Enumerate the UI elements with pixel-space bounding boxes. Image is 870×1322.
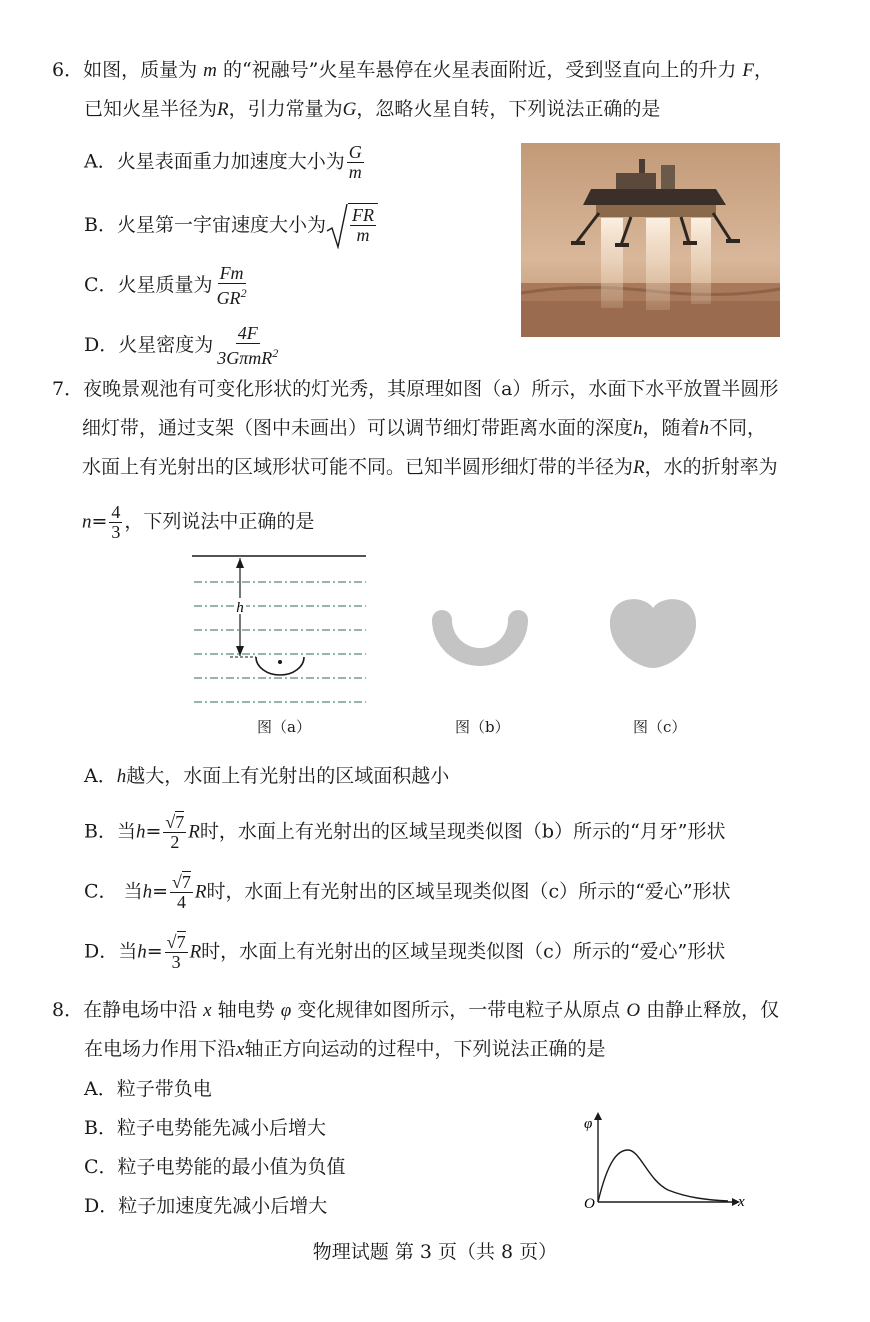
q8-text: 在电场力作用下沿 xyxy=(84,1038,237,1060)
option-text: 火星密度为 xyxy=(118,334,214,356)
q6-text: 已知火星半径为 xyxy=(84,98,218,120)
equals-sign: = xyxy=(91,510,108,533)
radicand: 7 xyxy=(176,932,186,952)
numerator: 4 xyxy=(111,502,121,522)
potential-curve xyxy=(598,1150,728,1202)
depth-h-label: h xyxy=(236,600,244,616)
q7-text: 细灯带，通过支架（图中未画出）可以调节细灯带距离水面的深度 xyxy=(82,417,634,439)
q6-text: 如图，质量为 xyxy=(83,59,198,81)
y-axis-arrow-icon xyxy=(594,1112,602,1120)
numerator: FR xyxy=(351,205,374,225)
q7-option-a xyxy=(84,762,449,791)
q6-stem-line1 xyxy=(52,56,773,85)
option-label: C． xyxy=(84,880,118,903)
option-text: 粒子加速度先减小后增大 xyxy=(118,1195,328,1217)
option-label: A． xyxy=(84,150,117,173)
figure-c-caption: 图（c） xyxy=(633,718,687,736)
q8-text: 由静止释放，仅 xyxy=(646,999,780,1021)
option-label: C． xyxy=(84,274,118,296)
q8-text: 在静电场中沿 xyxy=(83,999,198,1021)
q6-option-a xyxy=(84,143,366,182)
denominator: m xyxy=(356,225,370,245)
q7-stem-line1 xyxy=(52,375,778,403)
q7-text: ，随着 xyxy=(642,417,700,439)
q6-var-F: F xyxy=(742,60,755,81)
q7-var-R: R xyxy=(194,881,207,903)
q8-stem-line2 xyxy=(84,1035,605,1064)
q7-var-R: R xyxy=(633,457,645,478)
denominator: 2 xyxy=(170,832,180,852)
q8-text: 轴正方向运动的过程中，下列说法正确的是 xyxy=(244,1038,606,1060)
numerator: Fm xyxy=(219,263,244,283)
equals-sign: = xyxy=(146,940,163,963)
option-text: 越大，水面上有光射出的区域面积越小 xyxy=(126,765,450,787)
option-label: C． xyxy=(84,1156,118,1178)
q6-text: ，忽略火星自转，下列说法正确的是 xyxy=(356,98,661,120)
denominator-text: GR xyxy=(216,288,241,308)
q6-number: 6． xyxy=(52,59,84,81)
option-text: 火星质量为 xyxy=(117,274,213,296)
figure-c-heart xyxy=(608,596,698,670)
q7-var-h: h xyxy=(699,418,710,439)
q8-stem-line1 xyxy=(52,996,779,1025)
q7-var-h: h xyxy=(137,941,147,963)
q6-var-G: G xyxy=(342,99,357,120)
q7-stem-line2 xyxy=(82,414,766,443)
x-axis-label: x xyxy=(738,1194,745,1210)
denominator: 3 xyxy=(111,522,121,542)
option-text: 火星第一宇宙速度大小为 xyxy=(116,214,326,236)
q8-var-x: x xyxy=(203,1000,212,1021)
semicircle-light-strip xyxy=(256,657,304,675)
q7-option-d xyxy=(84,933,725,972)
option-text: 当 xyxy=(118,940,138,963)
q7-stem-line4 xyxy=(82,503,314,542)
q8-text: 变化规律如图所示，一带电粒子从原点 xyxy=(297,999,621,1021)
water-dash-lines xyxy=(194,582,366,702)
numerator: 4F xyxy=(237,323,258,343)
equals-sign: = xyxy=(152,880,169,903)
q7-option-c xyxy=(84,873,731,912)
q7-var-h: h xyxy=(633,418,643,439)
exponent: 2 xyxy=(240,286,247,300)
q7-option-b xyxy=(84,813,726,852)
q7-text: ，下列说法中正确的是 xyxy=(124,510,315,533)
fraction xyxy=(350,206,376,245)
q7-text: 不同， xyxy=(709,417,767,439)
q6-option-c xyxy=(84,264,251,308)
denominator-text: 3GπmR xyxy=(217,348,273,368)
q8-text: 轴电势 xyxy=(217,999,275,1021)
sqrt-symbol-icon: √ xyxy=(165,812,176,832)
fraction xyxy=(215,264,249,308)
option-label: D． xyxy=(84,940,119,963)
option-label: B． xyxy=(84,820,117,843)
q7-var-h: h xyxy=(135,821,146,843)
arrow-up-icon xyxy=(236,558,244,568)
denominator: m xyxy=(348,162,362,182)
sqrt xyxy=(326,203,378,249)
sqrt-symbol-icon: √ xyxy=(166,932,177,952)
option-label: A． xyxy=(84,1078,117,1100)
option-text: 时，水面上有光射出的区域呈现类似图（c）所示的“爱心”形状 xyxy=(206,880,731,903)
figure-a-caption: 图（a） xyxy=(257,718,311,736)
radicand: 7 xyxy=(181,872,191,892)
option-text: 粒子带负电 xyxy=(116,1078,212,1100)
q6-text: 的“祝融号”火星车悬停在火星表面附近，受到竖直向上的升力 xyxy=(222,59,737,81)
denominator xyxy=(215,284,249,308)
option-label: D． xyxy=(84,334,119,356)
q8-option-d xyxy=(84,1192,327,1220)
q8-var-phi: φ xyxy=(280,1000,292,1021)
option-text: 粒子电势能先减小后增大 xyxy=(116,1117,326,1139)
option-text: 时，水面上有光射出的区域呈现类似图（b）所示的“月牙”形状 xyxy=(199,820,726,843)
numerator xyxy=(163,813,186,833)
figure-b-caption: 图（b） xyxy=(455,718,510,736)
figure-a-diagram xyxy=(190,550,370,710)
denominator xyxy=(215,344,280,368)
fraction xyxy=(165,933,188,972)
numerator xyxy=(170,873,193,893)
radical-sign-icon xyxy=(326,203,348,249)
q7-var-h: h xyxy=(116,766,127,787)
q6-var-m: m xyxy=(203,60,217,81)
page-footer: 物理试题 第 3 页（共 8 页） xyxy=(312,1241,558,1263)
center-dot xyxy=(278,660,282,664)
q7-text: 夜晚景观池有可变化形状的灯光秀，其原理如图（a）所示，水面下水平放置半圆形 xyxy=(83,378,779,400)
option-text: 当 xyxy=(116,820,136,843)
option-text: 粒子电势能的最小值为负值 xyxy=(117,1156,346,1178)
q7-var-n: n xyxy=(82,511,92,533)
q6-stem-line2 xyxy=(84,95,660,124)
radicand: 7 xyxy=(175,812,185,832)
mars-lander-photo xyxy=(521,143,780,337)
q6-text: ，引力常量为 xyxy=(228,98,343,120)
denominator: 4 xyxy=(176,892,186,912)
q8-var-O: O xyxy=(626,1000,641,1021)
q6-option-b xyxy=(84,203,378,249)
q8-number: 8． xyxy=(52,999,84,1021)
numerator: G xyxy=(348,142,362,162)
q7-var-R: R xyxy=(188,821,200,843)
option-text: 时，水面上有光射出的区域呈现类似图（c）所示的“爱心”形状 xyxy=(201,940,726,963)
q7-text: ，水的折射率为 xyxy=(644,456,778,478)
sqrt-symbol-icon: √ xyxy=(172,872,182,892)
q7-text: 水面上有光射出的区域形状可能不同。已知半圆形细灯带的半径为 xyxy=(82,456,634,478)
fraction xyxy=(170,873,193,912)
q6-text: ， xyxy=(754,59,774,81)
fraction xyxy=(109,503,122,542)
option-text: 火星表面重力加速度大小为 xyxy=(116,150,345,173)
q7-number: 7． xyxy=(52,378,84,400)
q8-var-x: x xyxy=(236,1039,245,1060)
q6-var-R: R xyxy=(217,99,229,120)
fraction xyxy=(215,324,280,368)
q8-option-a xyxy=(84,1075,212,1103)
q8-option-c xyxy=(84,1153,346,1181)
denominator: 3 xyxy=(171,952,181,972)
option-label: A． xyxy=(84,765,117,787)
numerator xyxy=(165,933,188,953)
q7-var-h: h xyxy=(142,881,153,903)
option-label: B． xyxy=(84,214,117,236)
option-label: D． xyxy=(84,1195,119,1217)
fraction xyxy=(347,143,364,182)
origin-label: O xyxy=(584,1196,595,1212)
q7-stem-line3 xyxy=(82,453,778,482)
potential-graph xyxy=(578,1110,754,1214)
option-label: B． xyxy=(84,1117,117,1139)
phi-axis-label: φ xyxy=(584,1116,593,1132)
q7-var-R: R xyxy=(189,941,202,963)
exponent: 2 xyxy=(272,346,279,360)
figure-b-crescent xyxy=(430,600,530,670)
q6-option-d xyxy=(84,324,282,368)
option-text: 当 xyxy=(123,880,143,903)
equals-sign: = xyxy=(145,820,162,843)
q8-option-b xyxy=(84,1114,326,1142)
fraction xyxy=(163,813,186,852)
